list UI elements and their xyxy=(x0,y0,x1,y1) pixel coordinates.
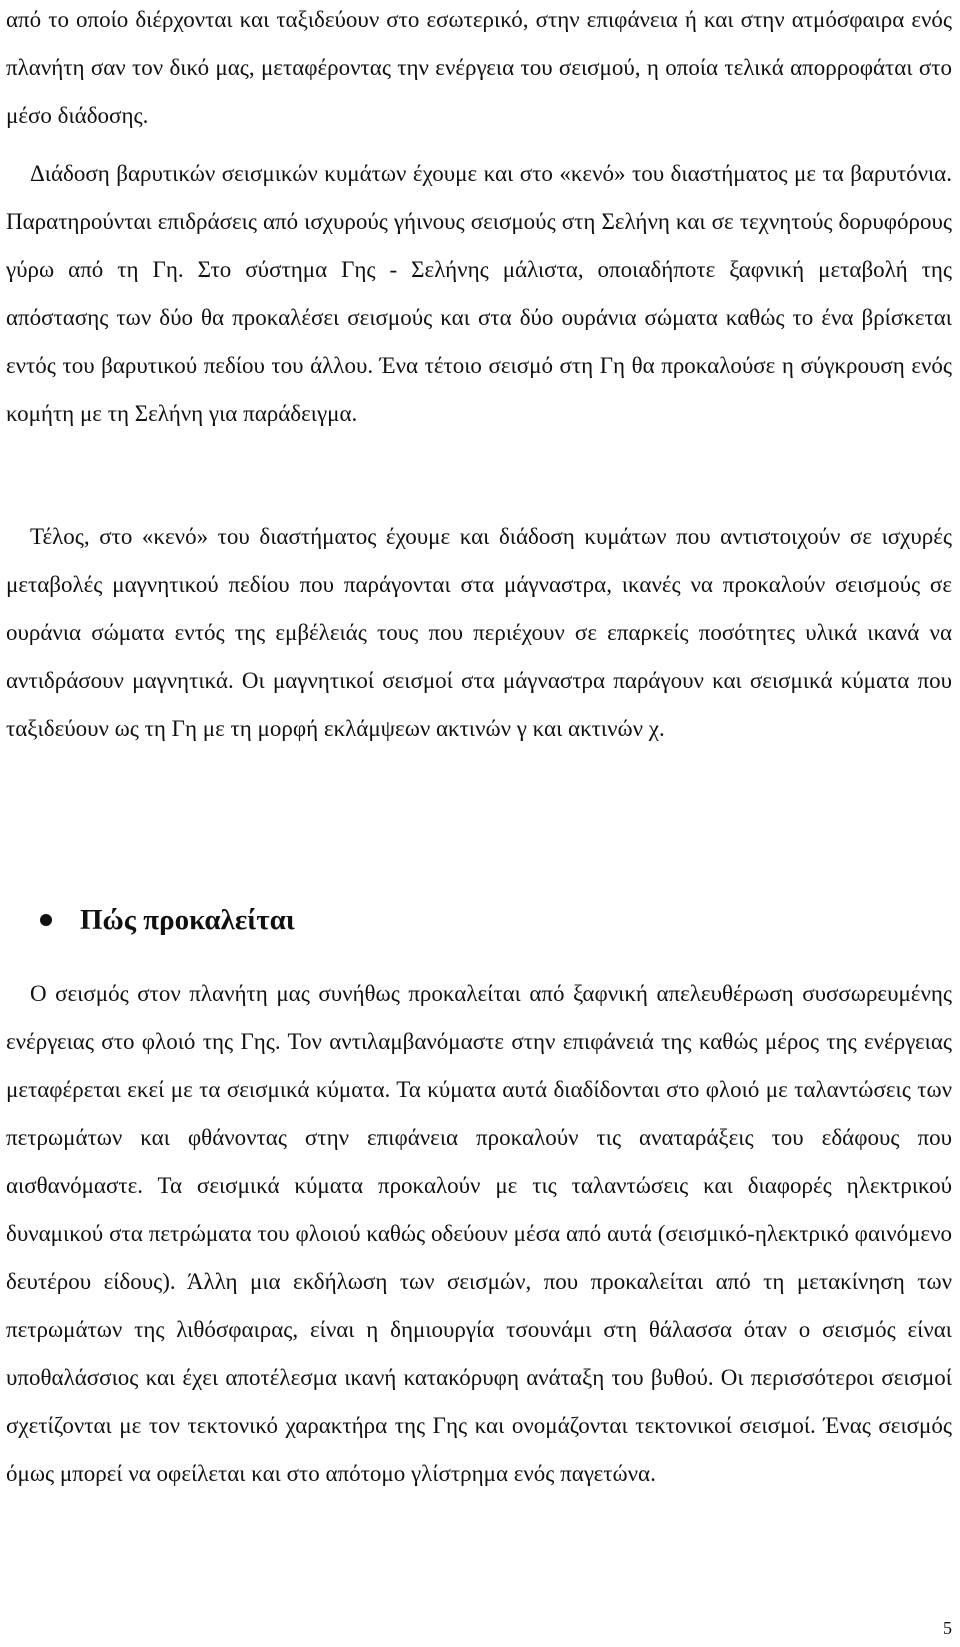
paragraph-magnetars: Τέλος, στο «κενό» του διαστήματος έχουμε και διάδοση κυμάτων που αντιστοιχούν σε ισχυρές μεταβολές μαγνητικού πεδίου που παράγονται στα μάγναστρα, ικανές να προκαλούν σεισμούς σε ουράνια σώματα εντός της εμβέλειάς τους που περιέχουν σε επαρκείς ποσότητες υλικά ικανά να αντιδράσουν μαγνητικά. Οι μαγνητικοί σεισμοί στα μάγναστρα παράγουν και σεισμικά κύματα που ταξιδεύουν ως τη Γη με τη μορφή εκλάμψεων ακτινών γ και ακτινών χ. xyxy=(6,524,952,741)
section-heading-text: Πώς προκαλείται xyxy=(80,903,295,936)
paragraph-continuation: από το οποίο διέρχονται και ταξιδεύουν στο εσωτερικό, στην επιφάνεια ή και στην ατμόσφαιρα ενός πλανήτη σαν τον δικό μας, μεταφέροντας την ενέργεια του σεισμού, η οποία τελικά απορροφάται στο μέσο διάδοσης. xyxy=(6,7,952,128)
page-number: 5 xyxy=(943,1618,952,1638)
paragraph-gravitational-waves: Διάδοση βαρυτικών σεισμικών κυμάτων έχουμε και στο «κενό» του διαστήματος με τα βαρυτόνια. Παρατηρούνται επιδράσεις από ισχυρούς γήινους σεισμούς στη Σελήνη και σε τεχνητούς δορυφόρους γύρω από τη Γη. Στο σύστημα Γης - Σελήνης μάλιστα, οποιαδήποτε ξαφνική μεταβολή της απόστασης των δύο θα προκαλέσει σεισμούς και στα δύο ουράνια σώματα καθώς το ένα βρίσκεται εντός του βαρυτικού πεδίου του άλλου. Ένα τέτοιο σεισμό στη Γη θα προκαλούσε η σύγκρουση ενός κομήτη με τη Σελήνη για παράδειγμα. xyxy=(6,161,952,426)
bullet-icon xyxy=(40,914,52,926)
section-heading xyxy=(40,898,295,942)
paragraph-causes: Ο σεισμός στον πλανήτη μας συνήθως προκαλείται από ξαφνική απελευθέρωση συσσωρευμένης ενέργειας στο φλοιό της Γης. Τον αντιλαμβανόμαστε στην επιφάνειά της καθώς μέρος της ενέργειας μεταφέρεται εκεί με τα σεισμικά κύματα. Τα κύματα αυτά διαδίδονται στο φλοιό με ταλαντώσεις των πετρωμάτων και φθάνοντας στην επιφάνεια προκαλούν τις αναταράξεις του εδάφους που αισθανόμαστε. Τα σεισμικά κύματα προκαλούν με τις ταλαντώσεις και διαφορές ηλεκτρικού δυναμικού στα πετρώματα του φλοιού καθώς οδεύουν μέσα από αυτά (σεισμικό-ηλεκτρικό φαινόμενο δευτέρου είδους). Άλλη μια εκδήλωση των σεισμών, που προκαλείται από τη μετακίνηση των πετρωμάτων της λιθόσφαιρας, είναι η δημιουργία τσουνάμι στη θάλασσα όταν ο σεισμός είναι υποθαλάσσιος και έχει αποτέλεσμα ικανή κατακόρυφη ανάταξη του βυθού. Οι περισσότεροι σεισμοί σχετίζονται με τον τεκτονικό χαρακτήρα της Γης και ονομάζονται τεκτονικοί σεισμοί. Ένας σεισμός όμως μπορεί να οφείλεται και στο απότομο γλίστρημα ενός παγετώνα. xyxy=(6,981,952,1486)
